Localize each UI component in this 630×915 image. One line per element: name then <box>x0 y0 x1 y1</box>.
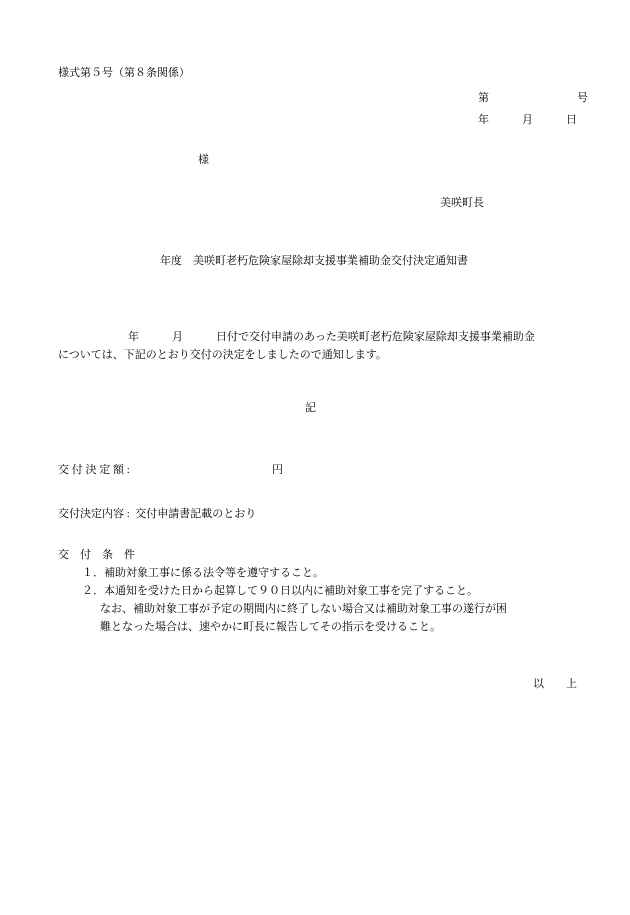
grant-amount-label: 交 付 決 定 額 : <box>58 464 130 476</box>
term-item-1: １．補助対象工事に係る法令等を遵守すること。 <box>82 567 324 579</box>
grant-content-label: 交付決定内容 : 交付申請書記載のとおり <box>58 508 257 520</box>
body-paragraph-line-1: 年 月 日付で交付申請のあった美咲町老朽危険家屋除却支援事業補助金 <box>128 331 535 343</box>
term-item-2-continued-2: 難となった場合は、速やかに町長に報告してその指示を受けること。 <box>100 621 441 633</box>
document-date-line: 年 月 日 <box>478 114 577 126</box>
ki-marker: 記 <box>305 402 316 414</box>
issuer-name: 美咲町長 <box>440 197 484 209</box>
form-number: 様式第５号（第８条関係） <box>58 67 190 79</box>
closing-marker: 以 上 <box>533 678 577 690</box>
document-number-line: 第 号 <box>478 92 588 104</box>
body-paragraph-line-2: については、下記のとおり交付の決定をしましたので通知します。 <box>58 349 387 361</box>
term-item-2: ２．本通知を受けた日から起算して９０日以内に補助対象工事を完了すること。 <box>82 585 478 597</box>
grant-amount-unit: 円 <box>272 464 283 476</box>
term-item-2-continued-1: なお、補助対象工事が予定の期間内に終了しない場合又は補助対象工事の遂行が困 <box>100 603 507 615</box>
terms-heading: 交 付 条 件 <box>58 549 135 561</box>
addressee-line: 様 <box>198 154 209 166</box>
document-title: 年度 美咲町老朽危険家屋除却支援事業補助金交付決定通知書 <box>160 255 468 267</box>
